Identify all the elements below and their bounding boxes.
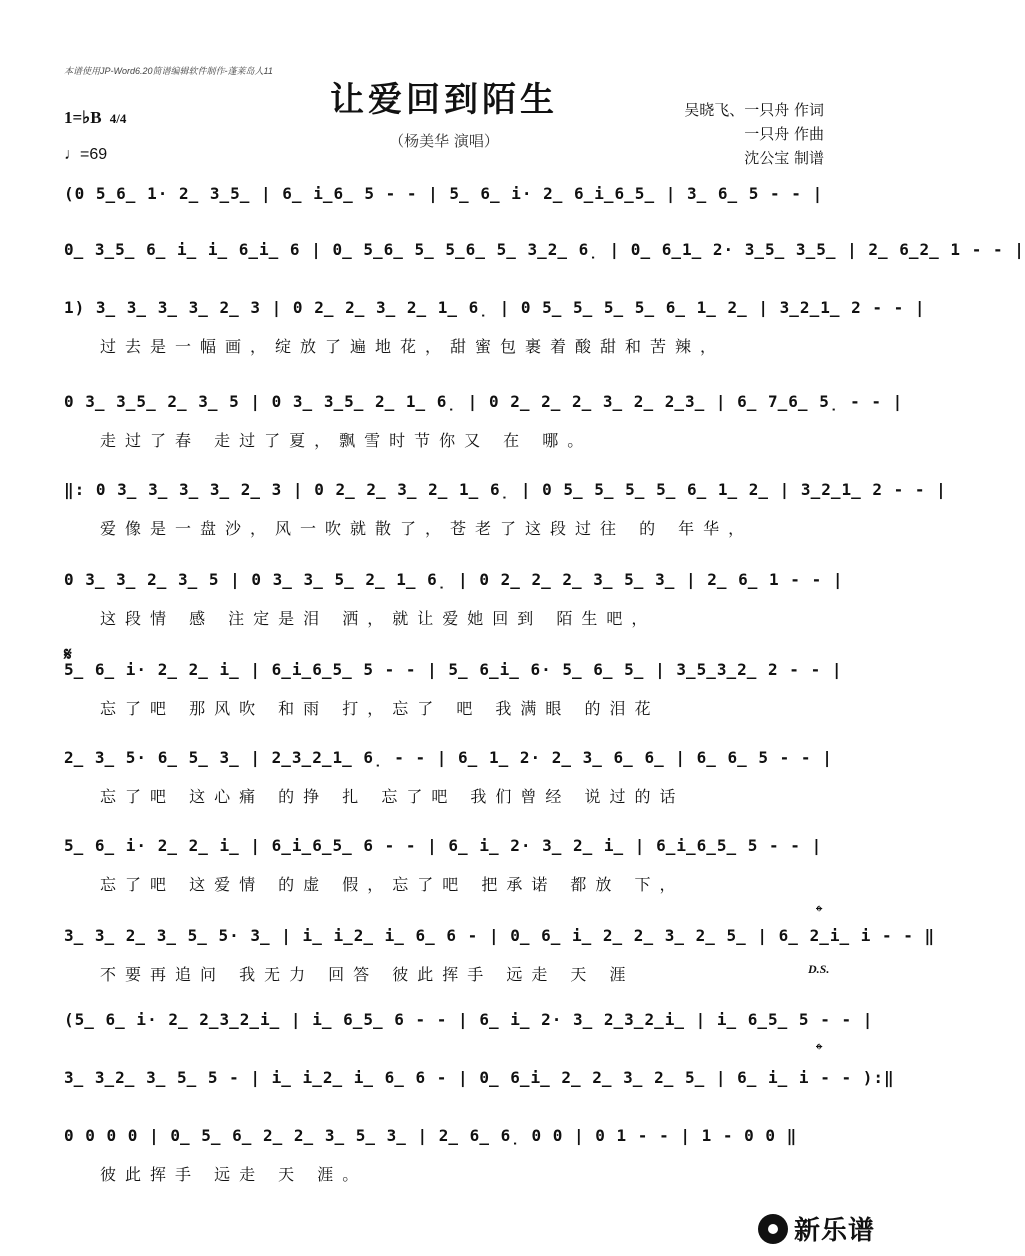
- lyric-line: 忘了吧 这心痛 的挣 扎 忘了吧 我们曾经 说过的话: [100, 787, 685, 806]
- brand-watermark: [758, 1210, 875, 1247]
- notation-line: ‖: 0 3̲ 3̲ 3̲ 3̲ 2̲ 3 | 0 2̲ 2̲ 3̲ 2̲ 1̲ 6̣ | 0 5̲ 5̲ 5̲ 5̲ 6̲ 1̲ 2̲ | 3̲2̲1̲ 2 - - |: [64, 480, 947, 499]
- tempo-marking: ♩=69: [64, 146, 108, 163]
- song-title: 让爱回到陌生: [330, 80, 558, 120]
- coda-icon: 𝄌: [816, 902, 823, 923]
- notation-line: 2̲ 3̲ 5· 6̲ 5̲ 3̲ | 2̲3̲2̲1̲ 6̣ - - | 6̲ 1̲ 2· 2̲ 3̲ 6̲ 6̲ | 6̲ 6̲ 5 - - |: [64, 748, 833, 767]
- lyric-line: 忘了吧 这爱情 的虚 假，忘了吧 把承诺 都放 下，: [100, 875, 685, 894]
- notation-line: (5̲ 6̲ i· 2̲ 2̲3̲2̲i̲ | i̲ 6̲5̲ 6 - - | 6̲ i̲ 2· 3̲ 2̲3̲2̲i̲ | i̲ 6̲5̲ 5 - - |: [64, 1010, 874, 1029]
- lyric-line: 爱像是一盘沙，风一吹就散了，苍老了这段过往 的 年华，: [100, 519, 754, 538]
- key-signature: [64, 108, 126, 128]
- notation-line: 5̲ 6̲ i· 2̲ 2̲ i̲ | 6̲i̲6̲5̲ 5 - - | 5̲ 6̲i̲ 6· 5̲ 6̲ 5̲ | 3̲5̲3̲2̲ 2 - - |: [64, 660, 843, 679]
- lyric-line: 走过了春 走过了夏，飘雪时节你又 在 哪。: [100, 431, 593, 450]
- notation-line: 0̲ 3̲5̲ 6̲ i̲ i̲ 6̲i̲ 6 | 0̲ 5̲6̲ 5̲ 5̲6̲ 5̲ 3̲2̲ 6̣ | 0̲ 6̲1̲ 2· 3̲5̲ 3̲5̲ | 2̲ 6̲2̲ 1 - - |: [64, 240, 1025, 259]
- notation-line: 0 3̲ 3̲ 2̲ 3̲ 5 | 0 3̲ 3̲ 5̲ 2̲ 1̲ 6̣ | 0 2̲ 2̲ 2̲ 3̲ 5̲ 3̲ | 2̲ 6̲ 1 - - |: [64, 570, 844, 589]
- lyric-line: 不要再追问 我无力 回答 彼此挥手 远走 天 涯: [100, 965, 635, 984]
- credits-block: [684, 98, 824, 170]
- lyric-line: 忘了吧 那风吹 和雨 打，忘了 吧 我满眼 的泪花: [100, 699, 660, 718]
- software-credit: 本谱使用JP-Word6.20简谱编辑软件制作-蓬莱岛人11: [64, 66, 273, 76]
- notation-line: 3̲ 3̲2̲ 3̲ 5̲ 5 - | i̲ i̲2̲ i̲ 6̲ 6 - | 0̲ 6̲i̲ 2̲ 2̲ 3̲ 2̲ 5̲ | 6̲ i̲ i - - ):‖: [64, 1068, 895, 1087]
- notation-line: 5̲ 6̲ i· 2̲ 2̲ i̲ | 6̲i̲6̲5̲ 6 - - | 6̲ i̲ 2· 3̲ 2̲ i̲ | 6̲i̲6̲5̲ 5 - - |: [64, 836, 823, 855]
- composer-credit: 一只舟 作曲: [744, 125, 824, 143]
- notation-line: 0 0 0 0 | 0̲ 5̲ 6̲ 2̲ 2̲ 3̲ 5̲ 3̲ | 2̲ 6̲ 6̣ 0 0 | 0 1 - - | 1 - 0 0 ‖: [64, 1126, 798, 1145]
- time-signature: 4/4: [109, 111, 127, 126]
- dal-segno-marking: D.S.: [808, 962, 830, 976]
- lyric-line: 彼此挥手 远走 天 涯。: [100, 1165, 368, 1184]
- notation-line: (0 5̲6̲ 1· 2̲ 3̲5̲ | 6̲ i̲6̲ 5 - - | 5̲ 6̲ i· 2̲ 6̲i̲6̲5̲ | 3̲ 6̲ 5 - - |: [64, 184, 824, 203]
- record-logo-icon: [758, 1214, 788, 1244]
- brand-name: 新乐谱: [794, 1216, 876, 1246]
- key-text: 1=♭B: [64, 108, 102, 127]
- coda-icon: 𝄌: [816, 1040, 823, 1061]
- lyric-line: 过去是一幅画，绽放了遍地花，甜蜜包裹着酸甜和苦辣，: [100, 337, 726, 356]
- lyricist-credit: 吴晓飞、一只舟 作词: [684, 101, 824, 119]
- segno-icon: 𝄋: [64, 644, 72, 665]
- notation-line: 3̲ 3̲ 2̲ 3̲ 5̲ 5· 3̲ | i̲ i̲2̲ i̲ 6̲ 6 - | 0̲ 6̲ i̲ 2̲ 2̲ 3̲ 2̲ 5̲ | 6̲ 2̲i̲ i - - ‖: [64, 926, 936, 945]
- lyric-line: 这段情 感 注定是泪 洒，就让爱她回到 陌生吧，: [100, 609, 657, 628]
- performer-subtitle: （杨美华 演唱）: [389, 132, 499, 150]
- notation-line: 0 3̲ 3̲5̲ 2̲ 3̲ 5 | 0 3̲ 3̲5̲ 2̲ 1̲ 6̣ | 0 2̲ 2̲ 2̲ 3̲ 2̲ 2̲3̲ | 6̲ 7̲6̲ 5̣ - - |: [64, 392, 904, 411]
- notation-line: 1) 3̲ 3̲ 3̲ 3̲ 2̲ 3 | 0 2̲ 2̲ 3̲ 2̲ 1̲ 6̣ | 0 5̲ 5̲ 5̲ 5̲ 6̲ 1̲ 2̲ | 3̲2̲1̲ 2 - - |: [64, 298, 926, 317]
- arranger-credit: 沈公宝 制谱: [744, 149, 824, 167]
